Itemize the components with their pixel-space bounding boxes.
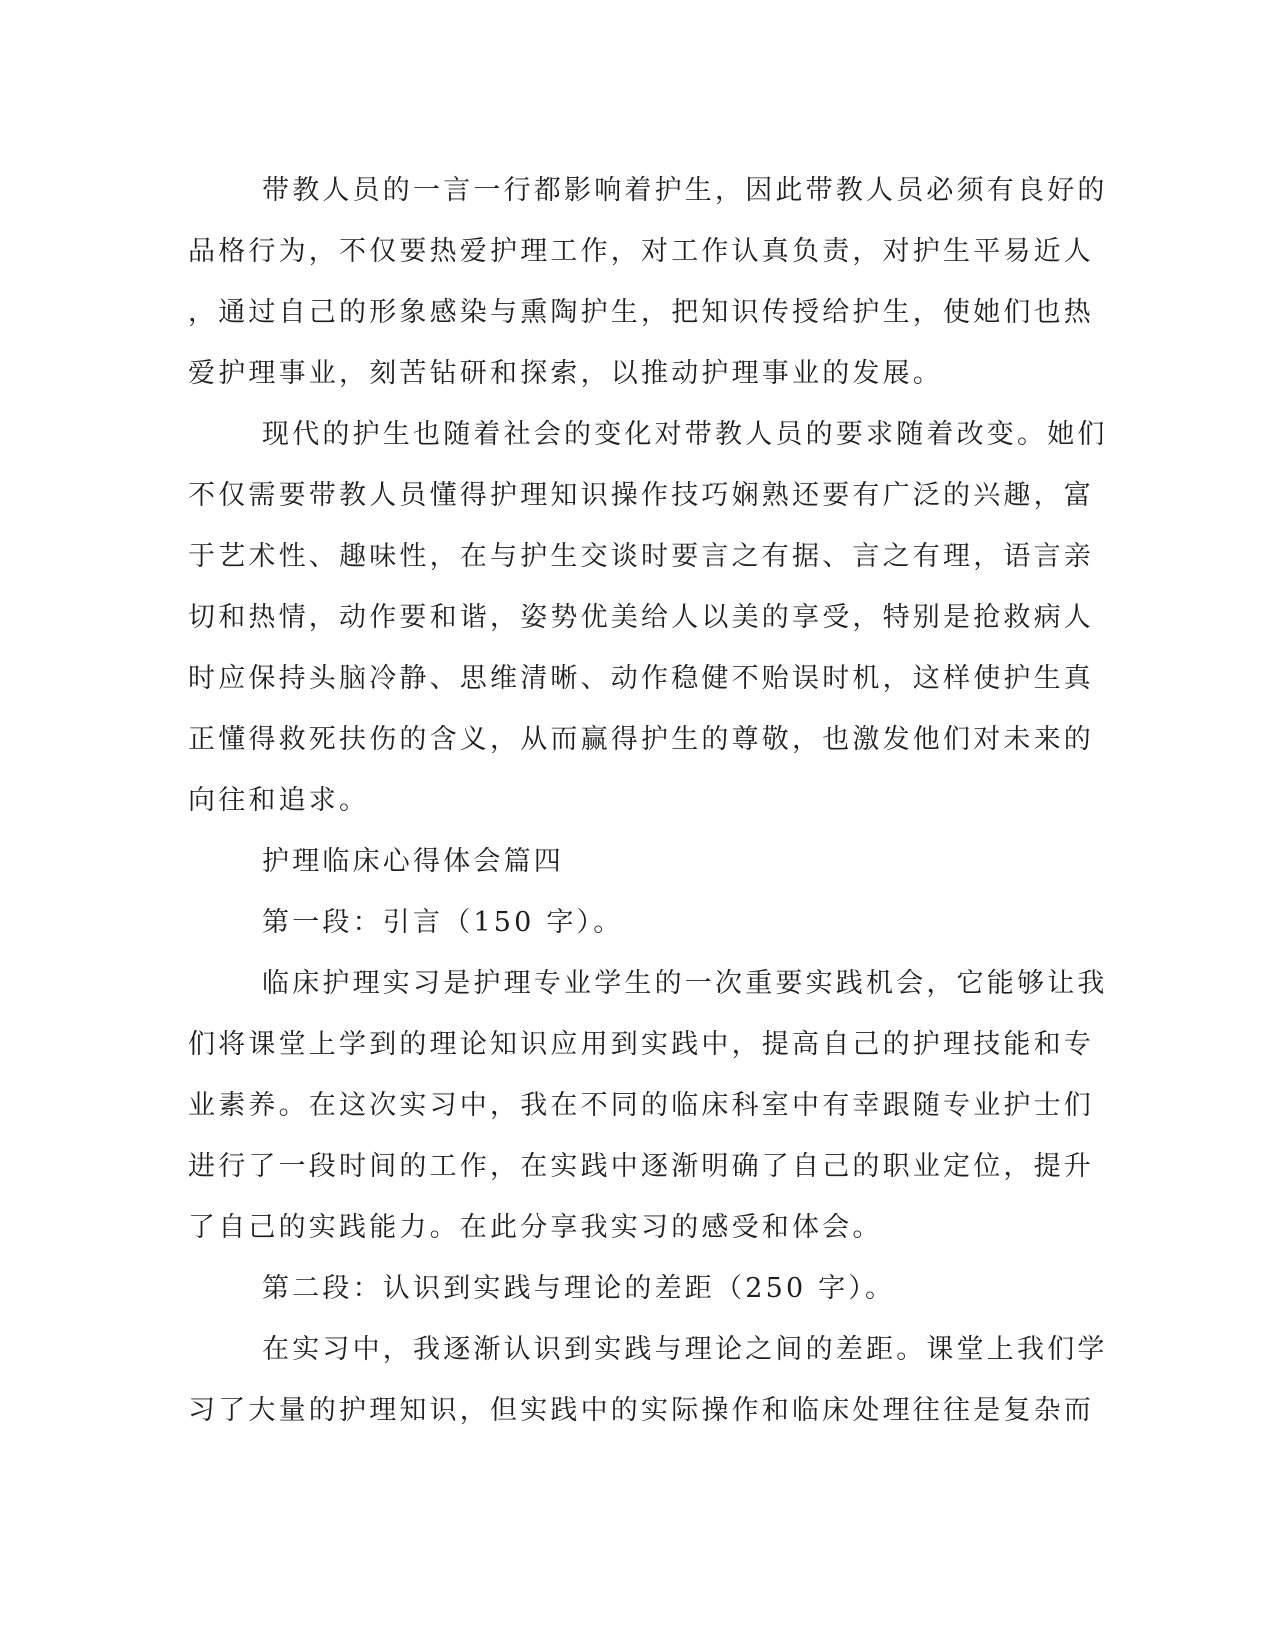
subsection-heading: 第一段：引言（150 字）。 bbox=[262, 907, 624, 938]
text-line: 业素养。在这次实习中，我在不同的临床科室中有幸跟随专业护士们 bbox=[188, 1090, 1094, 1121]
text-line: 们将课堂上学到的理论知识应用到实践中，提高自己的护理技能和专 bbox=[188, 1029, 1094, 1060]
text-line: ，通过自己的形象感染与熏陶护生，把知识传授给护生，使她们也热 bbox=[188, 297, 1094, 328]
text-line: 进行了一段时间的工作，在实践中逐渐明确了自己的职业定位，提升 bbox=[188, 1151, 1094, 1182]
text-line: 现代的护生也随着社会的变化对带教人员的要求随着改变。她们 bbox=[262, 419, 1108, 450]
text-line: 不仅需要带教人员懂得护理知识操作技巧娴熟还要有广泛的兴趣，富 bbox=[188, 480, 1094, 511]
text-line: 时应保持头脑冷静、思维清晰、动作稳健不贻误时机，这样使护生真 bbox=[188, 663, 1094, 694]
text-line: 在实习中，我逐渐认识到实践与理论之间的差距。课堂上我们学 bbox=[262, 1334, 1108, 1365]
text-line: 正懂得救死扶伤的含义，从而赢得护生的尊敬，也激发他们对未来的 bbox=[188, 724, 1094, 755]
section-heading: 护理临床心得体会篇四 bbox=[262, 846, 564, 877]
text-line: 爱护理事业，刻苦钻研和探索，以推动护理事业的发展。 bbox=[188, 358, 943, 389]
text-line: 习了大量的护理知识，但实践中的实际操作和临床处理往往是复杂而 bbox=[188, 1395, 1094, 1426]
text-line: 向往和追求。 bbox=[188, 785, 370, 816]
text-line: 带教人员的一言一行都影响着护生，因此带教人员必须有良好的 bbox=[262, 175, 1108, 206]
subsection-heading: 第二段：认识到实践与理论的差距（250 字）。 bbox=[262, 1273, 896, 1304]
text-line: 切和热情，动作要和谐，姿势优美给人以美的享受，特别是抢救病人 bbox=[188, 602, 1094, 633]
document-body bbox=[188, 160, 1108, 1441]
text-line: 于艺术性、趣味性，在与护生交谈时要言之有据、言之有理，语言亲 bbox=[188, 541, 1094, 572]
text-line: 临床护理实习是护理专业学生的一次重要实践机会，它能够让我 bbox=[262, 968, 1108, 999]
text-line: 品格行为，不仅要热爱护理工作，对工作认真负责，对护生平易近人 bbox=[188, 236, 1094, 267]
text-line: 了自己的实践能力。在此分享我实习的感受和体会。 bbox=[188, 1212, 883, 1243]
